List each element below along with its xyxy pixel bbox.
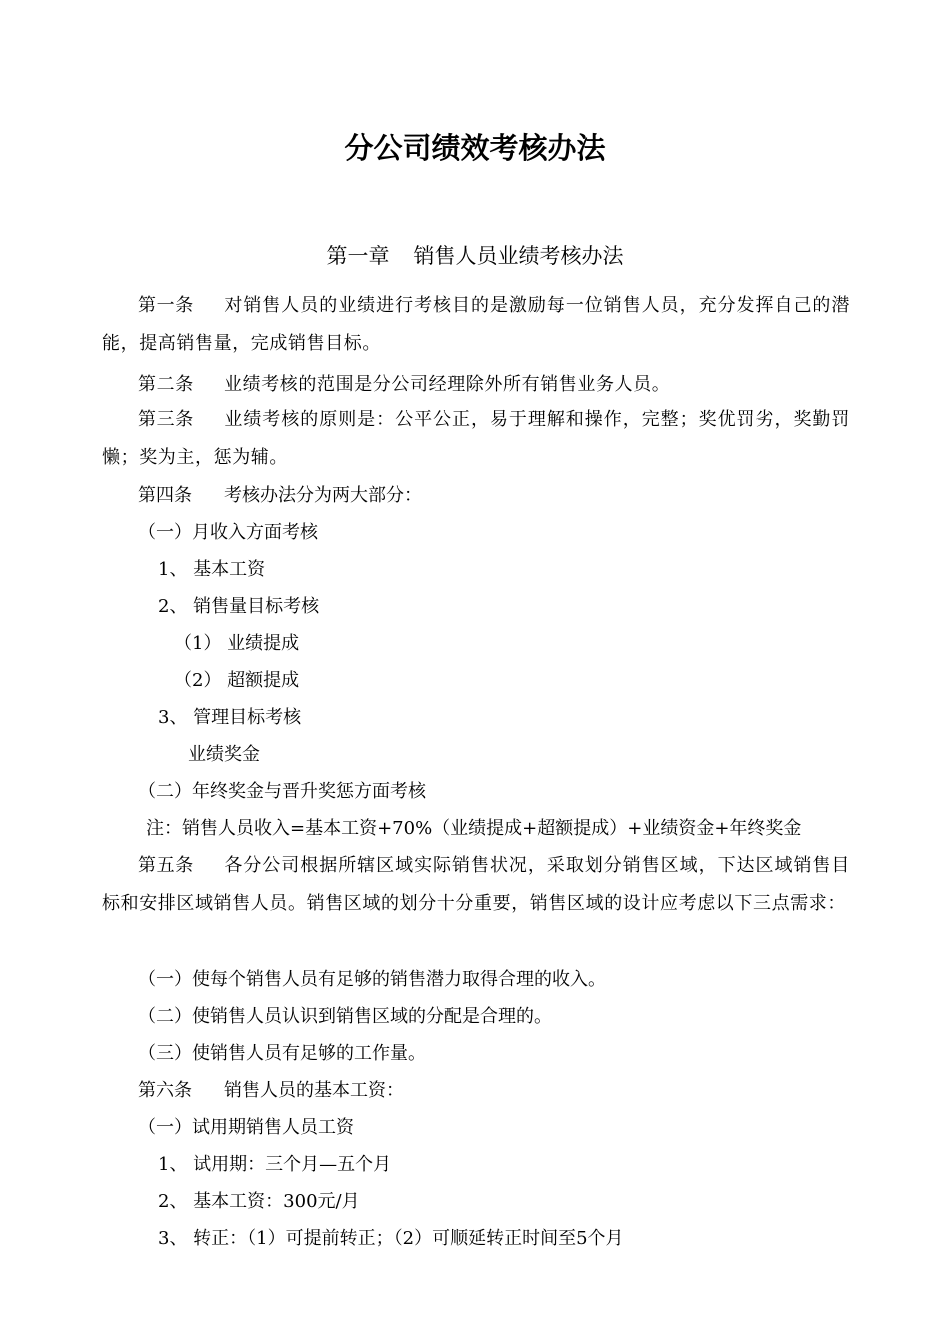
article-1-text: 对销售人员的业绩进行考核目的是激励每一位销售人员，充分发挥自己的潜能，提高销售量，完成销售目标。 [102, 295, 850, 354]
article-5 [102, 847, 850, 923]
list-item: （二）使销售人员认识到销售区域的分配是合理的。 [138, 1006, 552, 1027]
article-5-label: 第五条 [138, 855, 194, 876]
list-item: 1、 基本工资 [158, 559, 266, 580]
list-item: （二）年终奖金与晋升奖惩方面考核 [138, 781, 426, 802]
article-3-label: 第三条 [138, 409, 194, 430]
article-2 [102, 366, 850, 404]
list-item: （三）使销售人员有足够的工作量。 [138, 1043, 426, 1064]
article-1 [102, 287, 850, 363]
list-item: （2） 超额提成 [174, 670, 300, 691]
list-item: （1） 业绩提成 [174, 633, 300, 654]
list-item: 2、 基本工资：300元/月 [158, 1191, 360, 1212]
list-item: 1、 试用期：三个月—五个月 [158, 1154, 392, 1175]
article-3 [102, 401, 850, 477]
article-4-text: 考核办法分为两大部分： [224, 485, 422, 506]
article-1-label: 第一条 [138, 295, 194, 316]
list-item: 2、 销售量目标考核 [158, 596, 320, 617]
article-2-text: 业绩考核的范围是分公司经理除外所有销售业务人员。 [224, 374, 671, 395]
article-3-text: 业绩考核的原则是：公平公正，易于理解和操作，完整；奖优罚劣，奖勤罚懒；奖为主，惩为辅。 [102, 409, 850, 468]
list-item: 3、 管理目标考核 [158, 707, 302, 728]
chapter-heading [0, 242, 950, 270]
article-6-text: 销售人员的基本工资： [224, 1080, 404, 1101]
article-4 [138, 484, 422, 508]
list-item: （一）试用期销售人员工资 [138, 1117, 354, 1138]
article-6-label: 第六条 [138, 1080, 192, 1101]
article-2-label: 第二条 [138, 374, 194, 395]
article-6 [138, 1079, 404, 1103]
list-item: 业绩奖金 [188, 744, 260, 765]
list-item: 3、 转正：（1）可提前转正；（2）可顺延转正时间至5个月 [158, 1228, 624, 1249]
article-4-label: 第四条 [138, 485, 192, 506]
chapter-number: 第一章 [326, 244, 390, 268]
document-title: 分公司绩效考核办法 [344, 131, 606, 165]
article-5-text: 各分公司根据所辖区域实际销售状况，采取划分销售区域，下达区域销售目标和安排区域销售人员。销售区域的划分十分重要，销售区域的设计应考虑以下三点需求： [102, 855, 850, 914]
list-item: （一）月收入方面考核 [138, 522, 318, 543]
list-item: （一）使每个销售人员有足够的销售潜力取得合理的收入。 [138, 969, 606, 990]
chapter-title: 销售人员业绩考核办法 [413, 244, 624, 268]
income-note: 注：销售人员收入=基本工资+70%（业绩提成+超额提成）+业绩资金+年终奖金 [146, 818, 802, 839]
